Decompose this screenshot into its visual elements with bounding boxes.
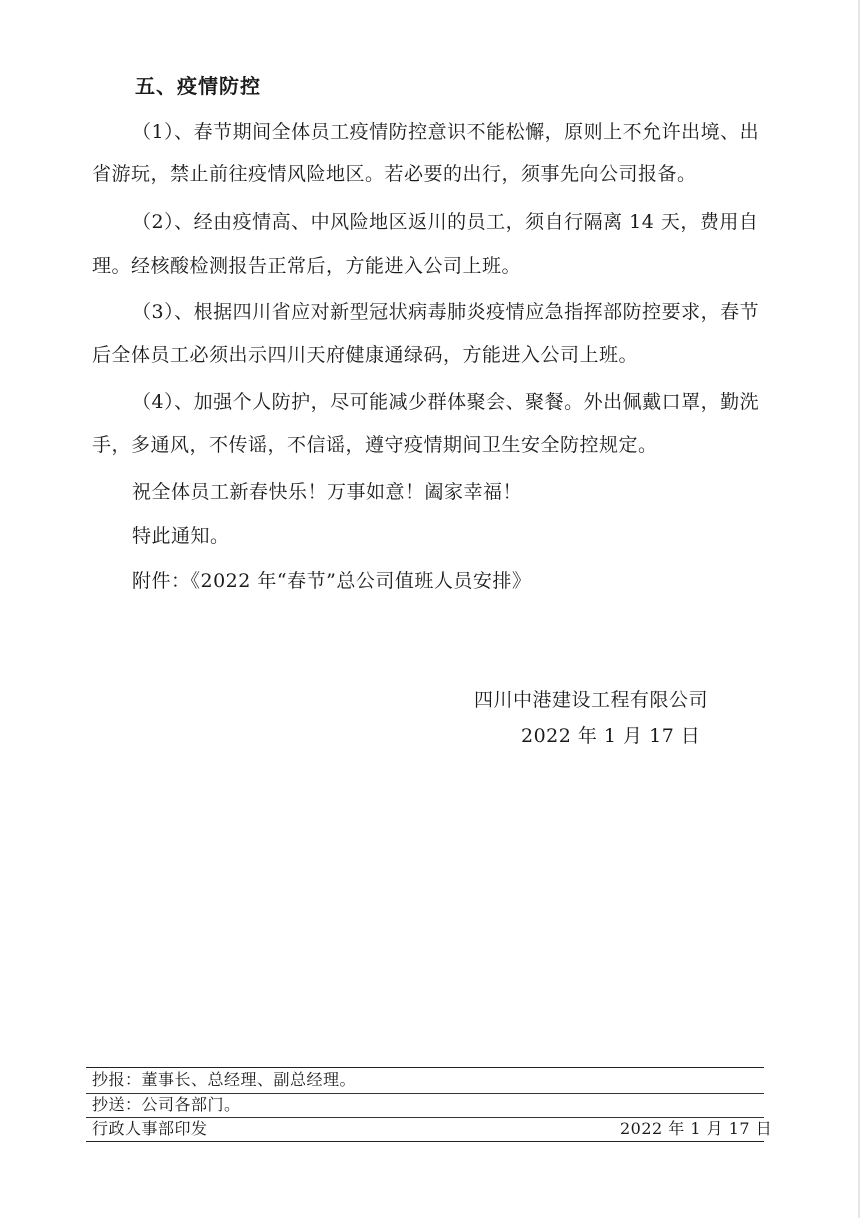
- item-1-line-2: 省游玩，禁止前往疫情风险地区。若必要的出行，须事先向公司报备。: [92, 163, 697, 185]
- signature-date: 2022 年 1 月 17 日: [521, 725, 701, 747]
- item-4-line-1: （4）、加强个人防护，尽可能减少群体聚会、聚餐。外出佩戴口罩，勤洗: [132, 391, 760, 413]
- footer-rule-1: [86, 1093, 764, 1094]
- attachment-line: 附件：《2022 年“春节”总公司值班人员安排》: [132, 570, 532, 592]
- footer-issuer: 行政人事部印发: [92, 1119, 208, 1138]
- signature-company: 四川中港建设工程有限公司: [474, 689, 709, 711]
- footer-cc-report: 抄报：董事长、总经理、副总经理。: [92, 1070, 357, 1089]
- footer-rule-top: [86, 1067, 764, 1068]
- closing-notice: 特此通知。: [132, 525, 230, 547]
- footer-rule-bottom: [86, 1141, 764, 1142]
- item-3-line-2: 后全体员工必须出示四川天府健康通绿码，方能进入公司上班。: [92, 344, 639, 366]
- closing-wish: 祝全体员工新春快乐！万事如意！阖家幸福！: [132, 481, 523, 503]
- footer-cc-send: 抄送：公司各部门。: [92, 1095, 241, 1114]
- section-heading: 五、疫情防控: [135, 74, 261, 98]
- item-1-line-1: （1）、春节期间全体员工疫情防控意识不能松懈，原则上不允许出境、出: [132, 121, 760, 143]
- footer-issue-date: 2022 年 1 月 17 日: [620, 1119, 773, 1138]
- item-2-line-1: （2）、经由疫情高、中风险地区返川的员工，须自行隔离 14 天，费用自: [132, 211, 759, 233]
- footer-rule-2: [86, 1117, 764, 1118]
- item-2-line-2: 理。经核酸检测报告正常后，方能进入公司上班。: [92, 255, 522, 277]
- item-3-line-1: （3）、根据四川省应对新型冠状病毒肺炎疫情应急指挥部防控要求，春节: [132, 301, 760, 323]
- item-4-line-2: 手，多通风，不传谣，不信谣，遵守疫情期间卫生安全防控规定。: [92, 434, 658, 456]
